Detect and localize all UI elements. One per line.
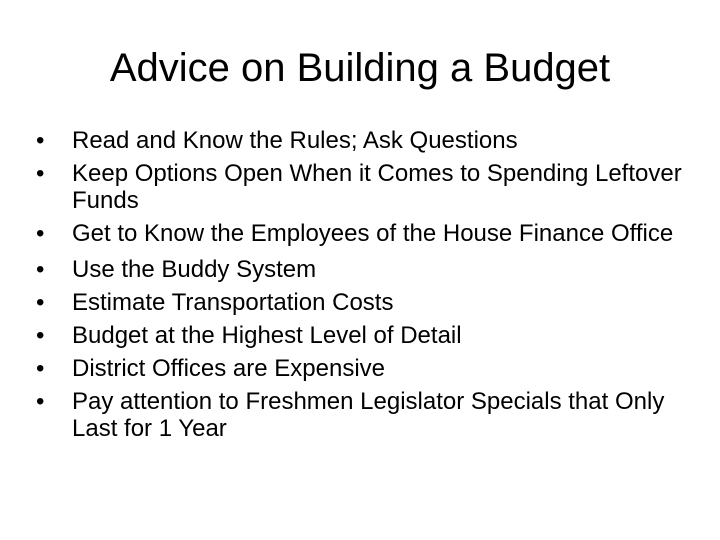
bullet-text: Keep Options Open When it Comes to Spending Leftover Funds: [72, 160, 682, 214]
bullet-text: Pay attention to Freshmen Legislator Specials that Only Last for 1 Year: [72, 388, 665, 442]
bullet-item: [36, 160, 696, 214]
bullet-icon: •: [36, 388, 45, 415]
bullet-icon: •: [36, 322, 45, 349]
bullet-list: [36, 124, 696, 448]
bullet-icon: •: [36, 289, 45, 316]
bullet-text: Estimate Transportation Costs: [72, 289, 394, 316]
bullet-icon: •: [36, 256, 45, 283]
bullet-text: Budget at the Highest Level of Detail: [72, 322, 462, 349]
bullet-text: District Offices are Expensive: [72, 355, 385, 382]
bullet-item: [36, 388, 696, 442]
bullet-item: [36, 220, 696, 247]
bullet-item: [36, 352, 696, 385]
bullet-item: [36, 124, 696, 157]
slide-title: Advice on Building a Budget: [109, 46, 611, 90]
bullet-text: Read and Know the Rules; Ask Questions: [72, 127, 518, 154]
bullet-item: [36, 253, 696, 286]
bullet-text: Get to Know the Employees of the House Finance Office: [72, 220, 674, 247]
bullet-icon: •: [36, 355, 45, 382]
bullet-item: [36, 319, 696, 352]
bullet-item: [36, 286, 696, 319]
bullet-text: Use the Buddy System: [72, 256, 317, 283]
bullet-icon: •: [36, 127, 45, 154]
bullet-icon: •: [36, 220, 45, 247]
bullet-icon: •: [36, 160, 45, 187]
